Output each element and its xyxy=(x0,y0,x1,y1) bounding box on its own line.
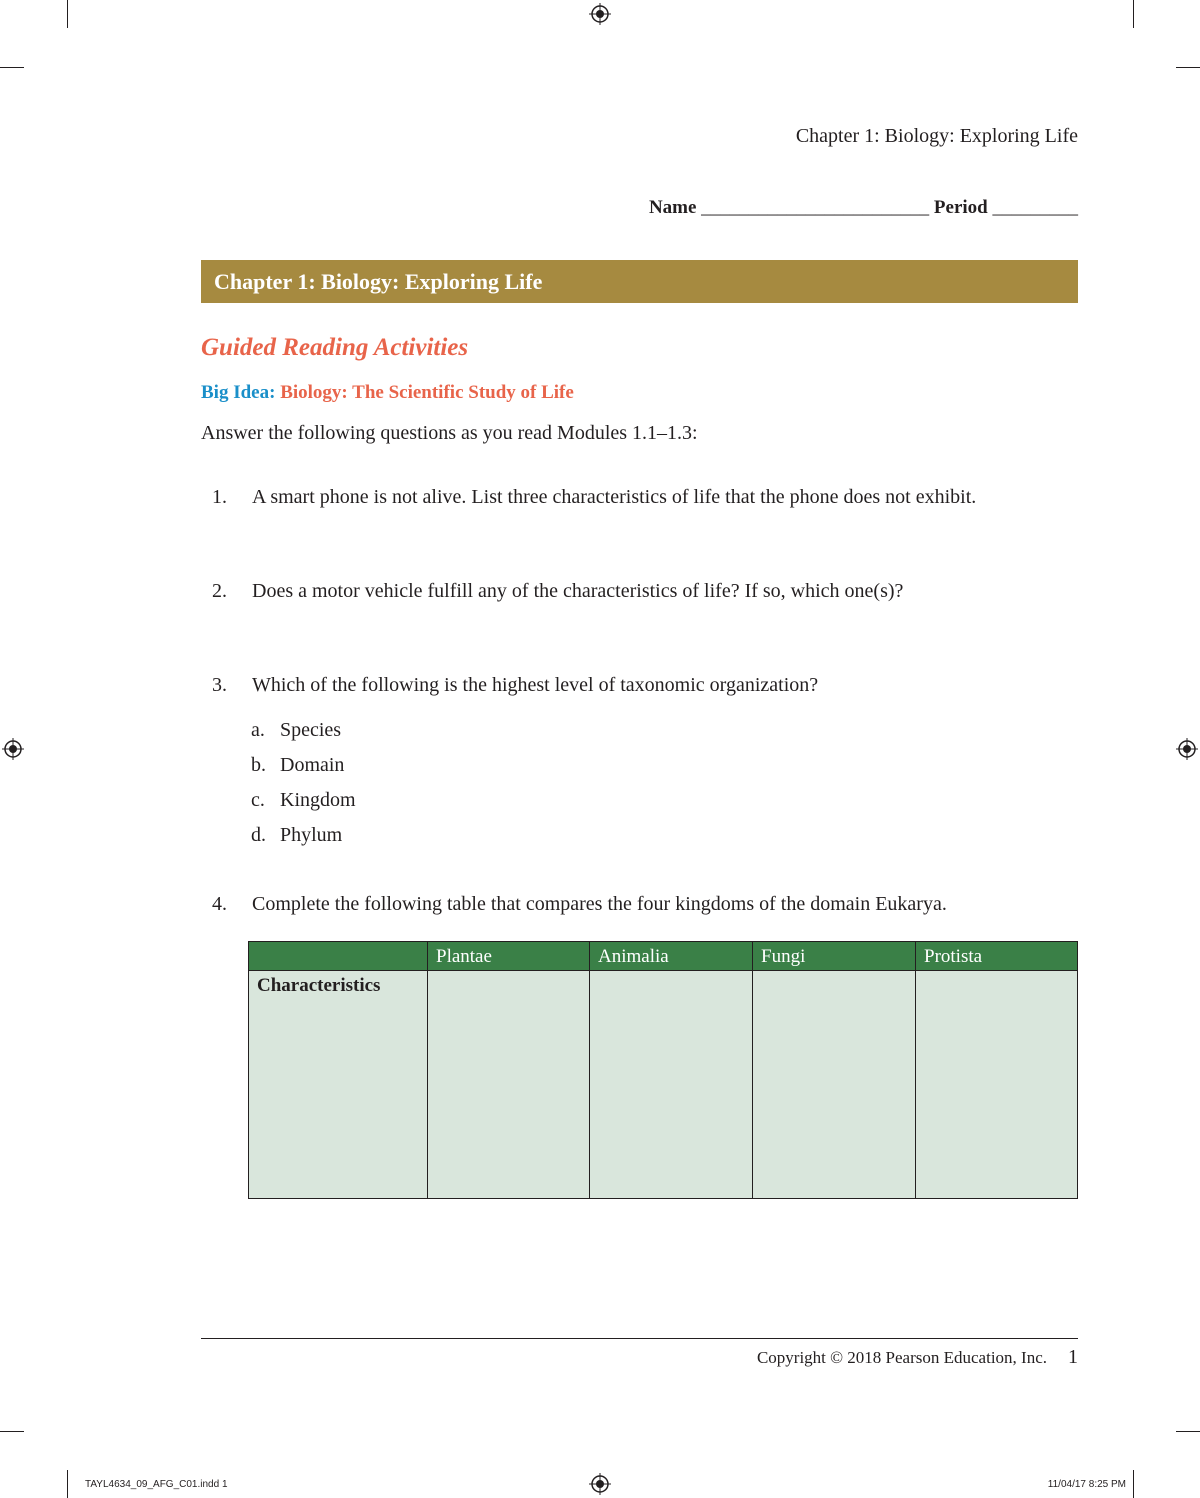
table-header-blank xyxy=(249,942,428,971)
crop-mark xyxy=(0,1431,24,1432)
running-head: Chapter 1: Biology: Exploring Life xyxy=(795,125,1078,147)
name-period-line xyxy=(649,197,1078,219)
registration-mark-icon xyxy=(1176,738,1198,760)
option-letter: d. xyxy=(251,824,266,846)
row-label-characteristics: Characteristics xyxy=(249,971,428,1199)
name-field[interactable]: ________________________ xyxy=(701,197,930,218)
answer-cell-animalia[interactable] xyxy=(590,971,753,1199)
big-idea xyxy=(201,382,574,404)
table-header-plantae: Plantae xyxy=(428,942,590,971)
option-letter: a. xyxy=(251,719,265,741)
kingdoms-table xyxy=(248,941,1078,1199)
crop-mark xyxy=(1133,1470,1134,1498)
question-text: Complete the following table that compares the four kingdoms of the domain Eukarya. xyxy=(252,893,947,915)
question-number: 2. xyxy=(212,580,227,602)
option-text: Kingdom xyxy=(280,789,356,811)
copyright: Copyright © 2018 Pearson Education, Inc. xyxy=(756,1348,1047,1367)
big-idea-text: Biology: The Scientific Study of Life xyxy=(280,382,574,403)
period-label: Period xyxy=(933,197,988,218)
option-letter: b. xyxy=(251,754,266,776)
question-number: 4. xyxy=(212,893,227,915)
option-letter: c. xyxy=(251,789,265,811)
answer-cell-plantae[interactable] xyxy=(428,971,590,1199)
option-text: Species xyxy=(280,719,342,741)
crop-mark xyxy=(1176,67,1200,68)
footer-rule xyxy=(201,1338,1078,1339)
table-row xyxy=(249,971,1078,1199)
crop-mark xyxy=(1133,0,1134,28)
period-field[interactable]: _________ xyxy=(992,197,1078,218)
question-text: Which of the following is the highest level of taxonomic organization? xyxy=(252,674,819,696)
section-title: Guided Reading Activities xyxy=(201,334,469,361)
crop-mark xyxy=(67,0,68,28)
slug-timestamp: 11/04/17 8:25 PM xyxy=(1047,1479,1126,1490)
question-text: A smart phone is not alive. List three characteristics of life that the phone does not exhibit. xyxy=(252,486,977,508)
big-idea-label: Big Idea: xyxy=(201,382,276,403)
table-header-fungi: Fungi xyxy=(753,942,916,971)
table-header-animalia: Animalia xyxy=(590,942,753,971)
name-label: Name xyxy=(648,197,697,218)
table-header-row xyxy=(249,942,1078,971)
crop-mark xyxy=(67,1470,68,1498)
crop-mark xyxy=(1176,1431,1200,1432)
option-text: Phylum xyxy=(280,824,343,846)
slug-filename: TAYL4634_09_AFG_C01.indd 1 xyxy=(85,1479,228,1490)
answer-cell-protista[interactable] xyxy=(916,971,1078,1199)
answer-cell-fungi[interactable] xyxy=(753,971,916,1199)
question-number: 1. xyxy=(212,486,227,508)
registration-mark-icon xyxy=(2,738,24,760)
option-text: Domain xyxy=(280,754,345,776)
registration-mark-icon xyxy=(589,3,611,25)
question-text: Does a motor vehicle fulfill any of the characteristics of life? If so, which one(s)? xyxy=(252,580,904,602)
registration-mark-icon xyxy=(589,1473,611,1495)
chapter-title-bar: Chapter 1: Biology: Exploring Life xyxy=(201,260,1078,303)
question-number: 3. xyxy=(212,674,227,696)
table-header-protista: Protista xyxy=(916,942,1078,971)
instructions: Answer the following questions as you read Modules 1.1–1.3: xyxy=(201,422,698,444)
page-number: 1 xyxy=(1068,1346,1078,1368)
crop-mark xyxy=(0,67,24,68)
